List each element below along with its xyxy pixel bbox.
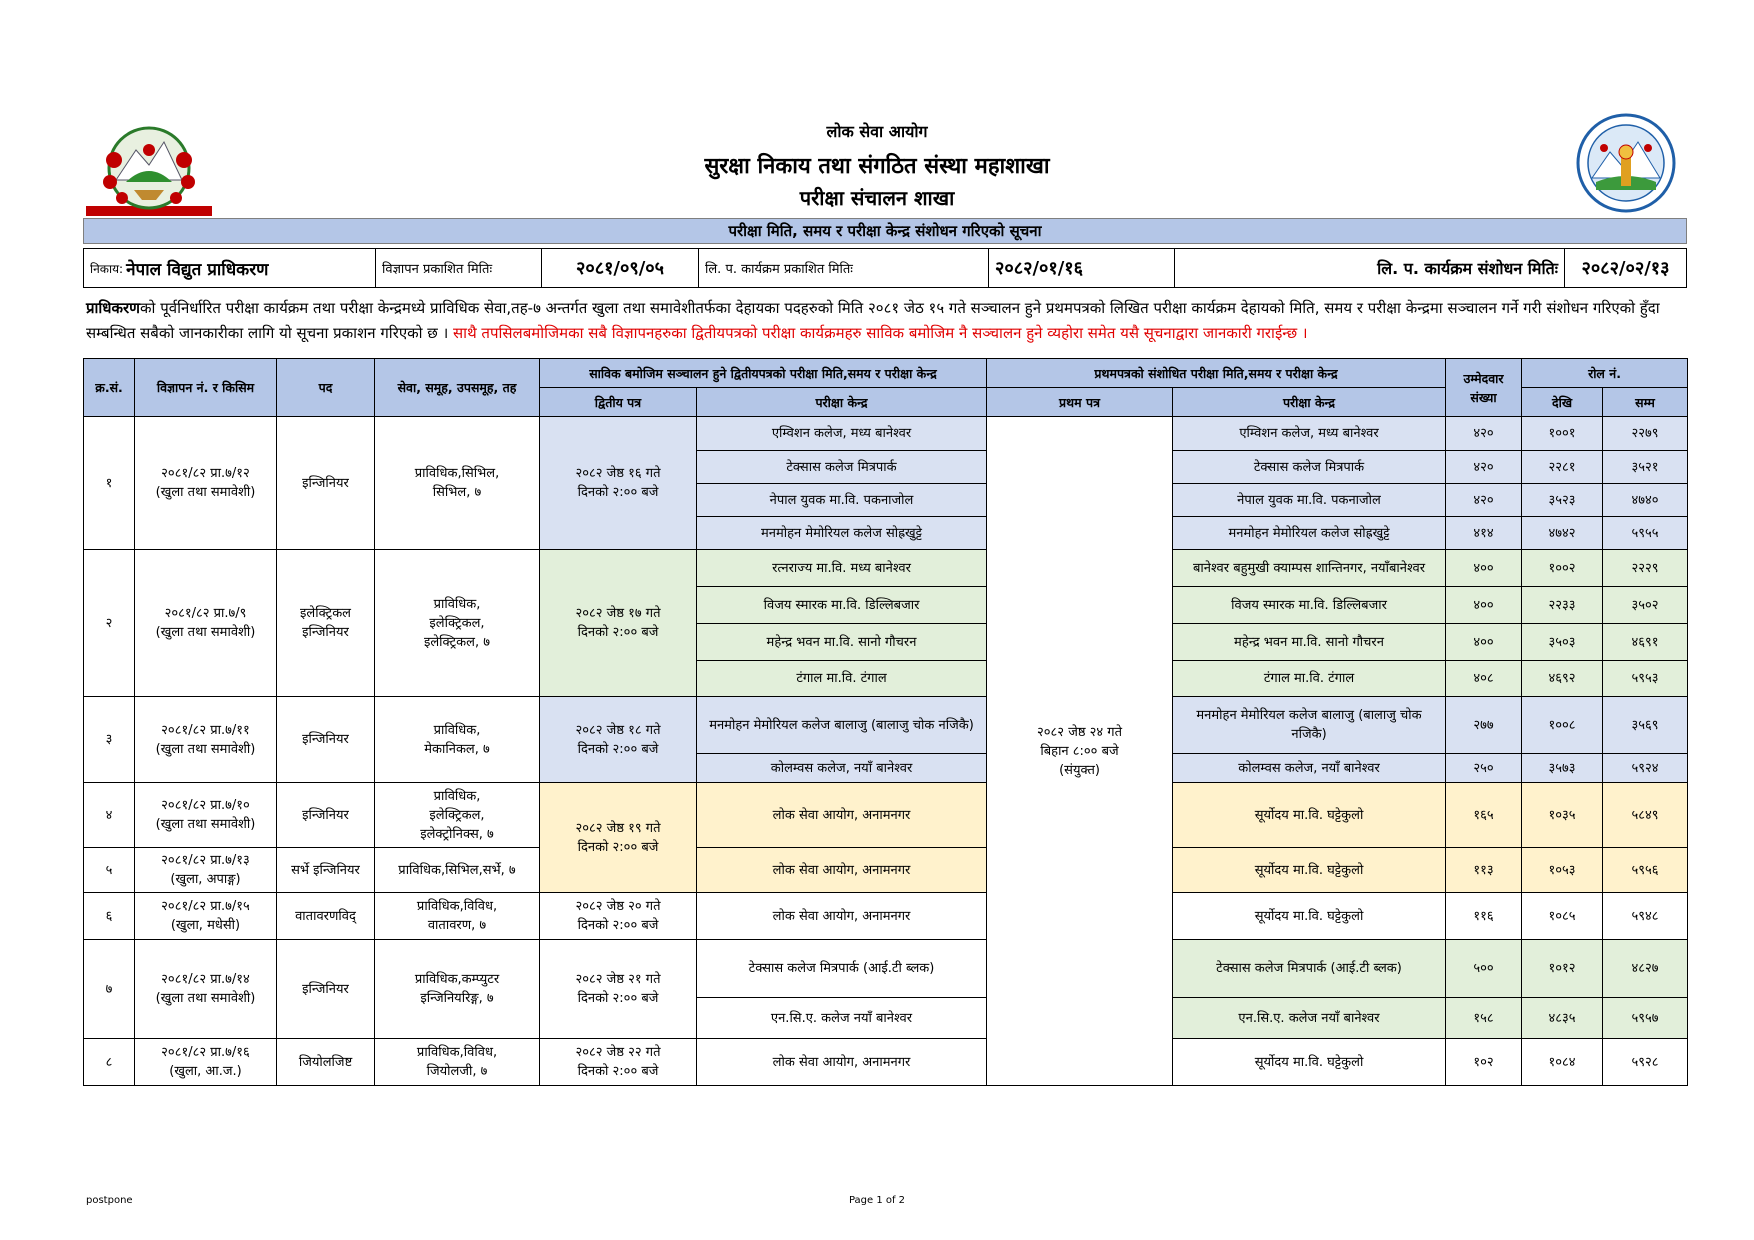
cell-count: २५०: [1446, 754, 1522, 783]
cell-post: इन्जिनियर: [277, 783, 375, 848]
header-exam-center-new: परीक्षा केन्द्र: [1173, 388, 1446, 417]
cell-ad-no: २०८१/८२ प्रा.७/१५ (खुला, मधेसी): [135, 893, 277, 940]
ad-pub-date: २०८१/०९/०५: [542, 249, 699, 287]
cell-count: ११३: [1446, 848, 1522, 893]
paragraph-bold-word: प्राधिकरण: [86, 299, 141, 317]
cell-old-center: टेक्सास कलेज मित्रपार्क (आई.टी ब्लक): [697, 940, 987, 998]
cell-roll-from: १००८: [1522, 697, 1603, 754]
org-label: निकाय:: [90, 261, 124, 276]
cell-roll-from: ३५०३: [1522, 624, 1603, 661]
cell-new-center: मनमोहन मेमोरियल कलेज सोह्रखुट्टे: [1173, 517, 1446, 550]
cell-service: प्राविधिक, मेकानिकल, ७: [375, 697, 540, 783]
cell-new-center: टेक्सास कलेज मित्रपार्क (आई.टी ब्लक): [1173, 940, 1446, 998]
cell-count: ४००: [1446, 624, 1522, 661]
cell-count: १५८: [1446, 998, 1522, 1039]
cell-sn: ८: [84, 1039, 135, 1086]
cell-ad-no: २०८१/८२ प्रा.७/१० (खुला तथा समावेशी): [135, 783, 277, 848]
cell-ad-no: २०८१/८२ प्रा.७/१३ (खुला, अपाङ्ग): [135, 848, 277, 893]
cell-service: प्राविधिक, इलेक्ट्रिकल, इलेक्ट्रिकल, ७: [375, 550, 540, 697]
cell-service: प्राविधिक,कम्प्युटर इन्जिनियरिङ्ग, ७: [375, 940, 540, 1039]
cell-roll-to: ५८४९: [1603, 783, 1688, 848]
cell-roll-to: २२७९: [1603, 417, 1688, 451]
cell-count: ५००: [1446, 940, 1522, 998]
cell-old-center: एन.सि.ए. कलेज नयाँ बानेश्वर: [697, 998, 987, 1039]
cell-old-center: लोक सेवा आयोग, अनामनगर: [697, 1039, 987, 1086]
cell-roll-to: ५९५७: [1603, 998, 1688, 1039]
cell-new-center: एम्विशन कलेज, मध्य बानेश्वर: [1173, 417, 1446, 451]
cell-second-paper-date: २०८२ जेष्ठ १६ गते दिनको २:०० बजे: [540, 417, 697, 550]
cell-old-center: मनमोहन मेमोरियल कलेज सोह्रखुट्टे: [697, 517, 987, 550]
cell-service: प्राविधिक,विविध, जियोलजी, ७: [375, 1039, 540, 1086]
cell-ad-no: २०८१/८२ प्रा.७/१२ (खुला तथा समावेशी): [135, 417, 277, 550]
cell-second-paper-date: २०८२ जेष्ठ १७ गते दिनको २:०० बजे: [540, 550, 697, 697]
cell-roll-from: १०५३: [1522, 848, 1603, 893]
cell-roll-to: ५९२८: [1603, 1039, 1688, 1086]
cell-post: सर्भे इन्जिनियर: [277, 848, 375, 893]
cell-roll-to: २२२९: [1603, 550, 1688, 587]
header-new-group: प्रथमपत्रको संशोधित परीक्षा मिति,समय र परीक्षा केन्द्र: [987, 359, 1446, 388]
cell-second-paper-date: २०८२ जेष्ठ १९ गते दिनको २:०० बजे: [540, 783, 697, 893]
ad-pub-label: विज्ञापन प्रकाशित मितिः: [376, 249, 542, 287]
cell-new-center: सूर्योदय मा.वि. घट्टेकुलो: [1173, 1039, 1446, 1086]
header-exam-center: परीक्षा केन्द्र: [697, 388, 987, 417]
cell-old-center: एम्विशन कलेज, मध्य बानेश्वर: [697, 417, 987, 451]
cell-old-center: कोलम्वस कलेज, नयाँ बानेश्वर: [697, 754, 987, 783]
cell-new-center: बानेश्वर बहुमुखी क्याम्पस शान्तिनगर, नयाँबानेश्वर: [1173, 550, 1446, 587]
table-row: [84, 940, 1688, 998]
cell-count: ४१४: [1446, 517, 1522, 550]
cell-roll-from: ४७४२: [1522, 517, 1603, 550]
cell-old-center: लोक सेवा आयोग, अनामनगर: [697, 783, 987, 848]
notice-paragraph: [86, 296, 1684, 346]
cell-roll-from: १०८४: [1522, 1039, 1603, 1086]
cell-count: २७७: [1446, 697, 1522, 754]
cell-new-center: नेपाल युवक मा.वि. पकनाजोल: [1173, 484, 1446, 517]
header-ad-no: विज्ञापन नं. र किसिम: [135, 359, 277, 417]
info-row: [83, 248, 1687, 288]
cell-new-center: विजय स्मारक मा.वि. डिल्लिबजार: [1173, 587, 1446, 624]
cell-roll-to: ३५०२: [1603, 587, 1688, 624]
cell-old-center: टंगाल मा.वि. टंगाल: [697, 661, 987, 697]
cell-post: जियोलजिष्ट: [277, 1039, 375, 1086]
cell-old-center: रत्नराज्य मा.वि. मध्य बानेश्वर: [697, 550, 987, 587]
cell-roll-to: ५९५३: [1603, 661, 1688, 697]
cell-second-paper-date: २०८२ जेष्ठ १८ गते दिनको २:०० बजे: [540, 697, 697, 783]
cell-sn: ४: [84, 783, 135, 848]
cell-roll-from: २२८१: [1522, 451, 1603, 484]
cell-new-center: एन.सि.ए. कलेज नयाँ बानेश्वर: [1173, 998, 1446, 1039]
cell-roll-from: १०१२: [1522, 940, 1603, 998]
table-row: [84, 848, 1688, 893]
header-service: सेवा, समूह, उपसमूह, तह: [375, 359, 540, 417]
cell-new-center: सूर्योदय मा.वि. घट्टेकुलो: [1173, 893, 1446, 940]
cell-service: प्राविधिक,सिभिल,सर्भे, ७: [375, 848, 540, 893]
cell-roll-to: ४७४०: [1603, 484, 1688, 517]
cell-roll-to: ५९४८: [1603, 893, 1688, 940]
cell-roll-to: ५९२४: [1603, 754, 1688, 783]
paragraph-red-text: साथै तपसिलबमोजिमका सबै विज्ञापनहरुका द्वितीयपत्रको परीक्षा कार्यक्रमहरु साविक बमोजिम नै सञ्चालन हुने व्यहोरा समेत यसै सूचनाद्वारा जानकारी गराईन्छ ।: [453, 324, 1308, 342]
cell-roll-from: १०३५: [1522, 783, 1603, 848]
cell-sn: ७: [84, 940, 135, 1039]
cell-new-center: सूर्योदय मा.वि. घट्टेकुलो: [1173, 783, 1446, 848]
cell-old-center: लोक सेवा आयोग, अनामनगर: [697, 848, 987, 893]
cell-old-center: महेन्द्र भवन मा.वि. सानो गौचरन: [697, 624, 987, 661]
table-row: [84, 1039, 1688, 1086]
cell-count: ४२०: [1446, 451, 1522, 484]
cell-second-paper-date: २०८२ जेष्ठ २२ गते दिनको २:०० बजे: [540, 1039, 697, 1086]
cell-first-paper-date: २०८२ जेष्ठ २४ गते बिहान ८:०० बजे (संयुक्त): [987, 417, 1173, 1086]
cell-sn: १: [84, 417, 135, 550]
division-title: सुरक्षा निकाय तथा संगठित संस्था महाशाखा: [704, 154, 1050, 179]
cell-sn: २: [84, 550, 135, 697]
table-row: [84, 783, 1688, 848]
revision-label: लि. प. कार्यक्रम संशोधन मितिः: [1175, 249, 1565, 287]
written-prog-date: २०८२/०१/१६: [989, 249, 1175, 287]
cell-roll-to: ३५२१: [1603, 451, 1688, 484]
table-row: [84, 893, 1688, 940]
cell-ad-no: २०८१/८२ प्रा.७/११ (खुला तथा समावेशी): [135, 697, 277, 783]
cell-roll-from: २२३३: [1522, 587, 1603, 624]
org-name: नेपाल विद्युत प्राधिकरण: [126, 259, 269, 280]
cell-new-center: महेन्द्र भवन मा.वि. सानो गौचरन: [1173, 624, 1446, 661]
written-prog-label: लि. प. कार्यक्रम प्रकाशित मितिः: [699, 249, 989, 287]
cell-new-center: सूर्योदय मा.वि. घट्टेकुलो: [1173, 848, 1446, 893]
cell-old-center: नेपाल युवक मा.वि. पकनाजोल: [697, 484, 987, 517]
cell-post: वातावरणविद्: [277, 893, 375, 940]
cell-roll-to: ४८२७: [1603, 940, 1688, 998]
cell-post: इन्जिनियर: [277, 940, 375, 1039]
cell-new-center: कोलम्वस कलेज, नयाँ बानेश्वर: [1173, 754, 1446, 783]
cell-old-center: मनमोहन मेमोरियल कलेज बालाजु (बालाजु चोक नजिकै): [697, 697, 987, 754]
cell-new-center: टेक्सास कलेज मित्रपार्क: [1173, 451, 1446, 484]
cell-count: ११६: [1446, 893, 1522, 940]
header-roll-group: रोल नं.: [1522, 359, 1688, 388]
cell-sn: ६: [84, 893, 135, 940]
cell-post: इन्जिनियर: [277, 417, 375, 550]
cell-ad-no: २०८१/८२ प्रा.७/१४ (खुला तथा समावेशी): [135, 940, 277, 1039]
notice-title: परीक्षा मिति, समय र परीक्षा केन्द्र संशोधन गरिएको सूचना: [83, 218, 1687, 244]
table-row: [84, 550, 1688, 587]
cell-service: प्राविधिक, इलेक्ट्रिकल, इलेक्ट्रोनिक्स, ७: [375, 783, 540, 848]
cell-count: ४०८: [1446, 661, 1522, 697]
cell-roll-from: ३५२३: [1522, 484, 1603, 517]
cell-roll-from: १००२: [1522, 550, 1603, 587]
header-roll-to: सम्म: [1603, 388, 1688, 417]
cell-roll-from: ४८३५: [1522, 998, 1603, 1039]
cell-sn: ५: [84, 848, 135, 893]
cell-count: ४२०: [1446, 484, 1522, 517]
header-first-paper: प्रथम पत्र: [987, 388, 1173, 417]
cell-service: प्राविधिक,विविध, वातावरण, ७: [375, 893, 540, 940]
header-second-paper: द्वितीय पत्र: [540, 388, 697, 417]
cell-new-center: मनमोहन मेमोरियल कलेज बालाजु (बालाजु चोक नजिकै): [1173, 697, 1446, 754]
footer-sheet-name: postpone: [86, 1195, 133, 1206]
cell-roll-from: १००१: [1522, 417, 1603, 451]
table-row: [84, 417, 1688, 451]
section-title: परीक्षा संचालन शाखा: [799, 186, 955, 210]
cell-count: ४००: [1446, 550, 1522, 587]
cell-service: प्राविधिक,सिभिल, सिभिल, ७: [375, 417, 540, 550]
org-cell: [84, 249, 376, 287]
cell-second-paper-date: २०८२ जेष्ठ २१ गते दिनको २:०० बजे: [540, 940, 697, 1039]
header-roll-from: देखि: [1522, 388, 1603, 417]
header-post: पद: [277, 359, 375, 417]
cell-old-center: विजय स्मारक मा.वि. डिल्लिबजार: [697, 587, 987, 624]
cell-old-center: टेक्सास कलेज मित्रपार्क: [697, 451, 987, 484]
cell-post: इलेक्ट्रिकल इन्जिनियर: [277, 550, 375, 697]
cell-roll-from: ३५७३: [1522, 754, 1603, 783]
cell-old-center: लोक सेवा आयोग, अनामनगर: [697, 893, 987, 940]
cell-roll-to: ४६९१: [1603, 624, 1688, 661]
revision-date: २०८२/०२/१३: [1581, 258, 1670, 279]
cell-roll-from: ४६९२: [1522, 661, 1603, 697]
footer-page-number: Page 1 of 2: [848, 1195, 906, 1206]
header-candidates: उम्मेदवार संख्या: [1446, 359, 1522, 417]
cell-roll-from: १०८५: [1522, 893, 1603, 940]
header-old-group: साविक बमोजिम सञ्चालन हुने द्वितीयपत्रको परीक्षा मिति,समय र परीक्षा केन्द्र: [540, 359, 987, 388]
cell-sn: ३: [84, 697, 135, 783]
cell-roll-to: ५९५५: [1603, 517, 1688, 550]
cell-count: १६५: [1446, 783, 1522, 848]
cell-post: इन्जिनियर: [277, 697, 375, 783]
commission-title: लोक सेवा आयोग: [826, 122, 928, 141]
cell-count: ४००: [1446, 587, 1522, 624]
cell-count: १०२: [1446, 1039, 1522, 1086]
cell-new-center: टंगाल मा.वि. टंगाल: [1173, 661, 1446, 697]
cell-ad-no: २०८१/८२ प्रा.७/१६ (खुला, आ.ज.): [135, 1039, 277, 1086]
cell-roll-to: ३५६९: [1603, 697, 1688, 754]
table-row: [84, 697, 1688, 754]
paragraph-text: को पूर्वनिर्धारित परीक्षा कार्यक्रम तथा परीक्षा केन्द्रमध्ये प्राविधिक सेवा,तह-७ अन्तर्गत खुला तथा समावेशीतर्फका देहायका पदहरुको मिति २०८१ जेठ १५ गते सञ्चालन हुने प्रथमपत्रको लिखित परीक्षा कार्यक्रम देहायको मिति, समय र परीक्षा केन्द्रमा सञ्चालन गर्ने गरी संशोधन गरिएको हुँदा सम्बन्धित सबैको जानकारीका लागि यो सूचना प्रकाशन गरिएको छ ।: [86, 299, 1660, 342]
cell-ad-no: २०८१/८२ प्रा.७/९ (खुला तथा समावेशी): [135, 550, 277, 697]
header-sn: क्र.सं.: [84, 359, 135, 417]
cell-second-paper-date: २०८२ जेष्ठ २० गते दिनको २:०० बजे: [540, 893, 697, 940]
schedule-table: [83, 358, 1688, 1086]
cell-count: ४२०: [1446, 417, 1522, 451]
cell-roll-to: ५९५६: [1603, 848, 1688, 893]
